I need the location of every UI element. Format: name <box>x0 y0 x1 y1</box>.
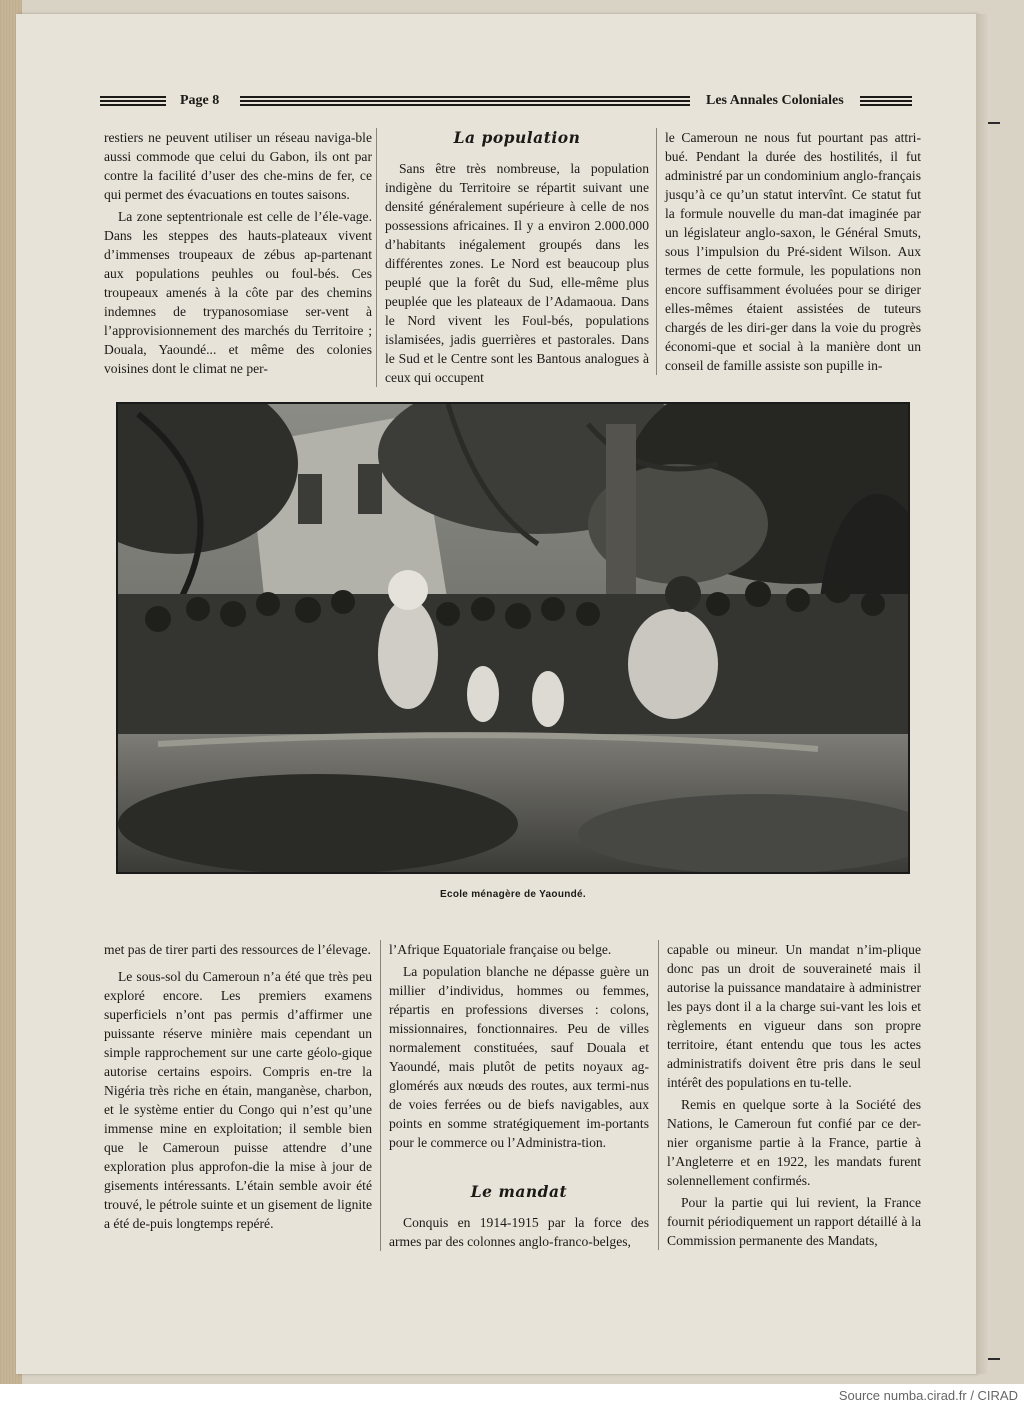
paragraph: Conquis en 1914-1915 par la force des armes par des colonnes anglo-franco-belges, <box>389 1215 649 1249</box>
paragraph: La population blanche ne dépasse guère un millier d’individus, hommes ou femmes, répartis en professions diverses : colons, missionnaires, fonctionnaires. Peu de villes normalement constituées, sauf Douala et Yaoundé, mais plutôt de petits noyaux ag-glomérés aux nœuds des routes, aux termi-nus de voies ferrées ou de biefs navigables, aux points en somme stratégiquement im-portants pour le commerce ou l’Administra-tion. <box>389 964 649 1150</box>
paragraph: l’Afrique Equatoriale française ou belge. <box>389 942 612 957</box>
edge-mark <box>988 1358 1000 1360</box>
header-rule-right <box>860 96 912 107</box>
paragraph: Pour la partie qui lui revient, la France fournit périodiquement un rapport détaillé à la Commission permanente des Mandats, <box>667 1195 921 1248</box>
paragraph: met pas de tirer parti des ressources de l’élevage. <box>104 942 371 957</box>
paragraph: Sans être très nombreuse, la population indigène du Territoire se répartit suivant une densité généralement supérieure à celle de nos possessions africaines. Il y a environ 2.000.000 d’habitants inégalement groupés dans les différentes zones. Le Nord est beaucoup plus peuplé que la forêt du Sud, elle-même plus peuplée que les plateaux de l’Adamaoua. Dans le Nord vivent les Foul-bés, populations islamisées, jadis guerrières et pastorales. Dans le Sud et le Centre sont les Bantous analogues à ceux qui occupent <box>385 161 649 385</box>
edge-mark <box>988 122 1000 124</box>
paragraph: restiers ne peuvent utiliser un réseau naviga-ble aussi commode que celui du Gabon, ils ont par contre la facilité d’user des che-mins de fer, ce qui permet des évacuations en toutes saisons. <box>104 130 372 202</box>
paragraph: le Cameroun ne nous fut pourtant pas attri-bué. Pendant la durée des hostilités, il fut administré par un condominium anglo-français jusqu’à ce qu’un statut intervînt. Ce statut fut la formule nouvelle du man-dat imaginée par un législateur anglo-saxon, le Général Smuts, sous l’impulsion du Pré-sident Wilson. Aux termes de cette formule, les populations non encore suffisamment évoluées pour se diriger elles-mêmes étaient assistées de tuteurs chargés de les diri-ger dans la voie du progrès économi-que et social à la manière dont un conseil de famille assiste son pupille in- <box>665 130 921 373</box>
page-header <box>100 92 912 114</box>
top-column-1 <box>104 128 372 378</box>
paragraph: capable ou mineur. Un mandat n’im-plique donc pas un droit de souveraineté mais il autorise la puissance mandataire à administrer les pays dont il a la charge sui-vant les lois et règlements en vigueur dans son propre territoire, étant entendu que tous les actes administratifs doivent être pris dans le seul intérêt des populations en tu-telle. <box>667 942 921 1090</box>
page-number: Page 8 <box>180 93 220 108</box>
bottom-column-3 <box>658 940 921 1250</box>
bottom-column-2 <box>380 940 649 1251</box>
source-credit: Source numba.cirad.fr / CIRAD <box>838 1388 1018 1403</box>
section-title-population: La population <box>453 128 581 147</box>
paragraph: Le sous-sol du Cameroun n’a été que très peu exploré encore. Les premiers examens superficiels n’ont pas permis d’affirmer une puissante réserve minière mais cependant un simple rapprochement sur une carte géolo-gique autorise certains espoirs. Compris en-tre la Nigéria très riche en étain, manganèse, charbon, et le système entier du Congo qui n’est qu’une immense mine en exploitation; il semble bien que le Cameroun puisse attendre d’une exploration plus approfon-die la mise à jour de gisements intéressants. L’étain semble avoir été trouvé, le pétrole suinte et un gisement de lignite a été de-puis longtemps repéré. <box>104 969 372 1231</box>
photograph-ecole-menagere <box>116 402 910 874</box>
paragraph: La zone septentrionale est celle de l’éle-vage. Dans les steppes des hauts-plateaux vivent d’immenses troupeaux de zébus ap-partenant aux populations peuhles ou foul-bés. Ces troupeaux amenés à la côte par des chemins indemnes de trypanosomiase ser-vent à l’approvisionnement des marchés du Territoire ; Douala, Yaoundé... et même des colonies voisines dont le climat ne per- <box>104 209 372 376</box>
header-rule-middle <box>240 96 690 107</box>
section-title-mandat: Le mandat <box>470 1182 568 1201</box>
header-rule-left <box>100 96 166 107</box>
top-column-3 <box>656 128 921 375</box>
bottom-column-1 <box>104 940 372 1233</box>
page-shadow <box>976 14 990 1374</box>
photo-illustration <box>118 404 908 872</box>
paragraph: Remis en quelque sorte à la Société des Nations, le Cameroun fut confié par ce der-nier organisme partie à la France, partie à l’Angleterre et en 1922, les mandats furent solennellement confirmés. <box>667 1097 921 1188</box>
photo-caption: Ecole ménagère de Yaoundé. <box>439 889 586 900</box>
top-column-2 <box>376 128 649 387</box>
journal-title: Les Annales Coloniales <box>706 93 844 108</box>
